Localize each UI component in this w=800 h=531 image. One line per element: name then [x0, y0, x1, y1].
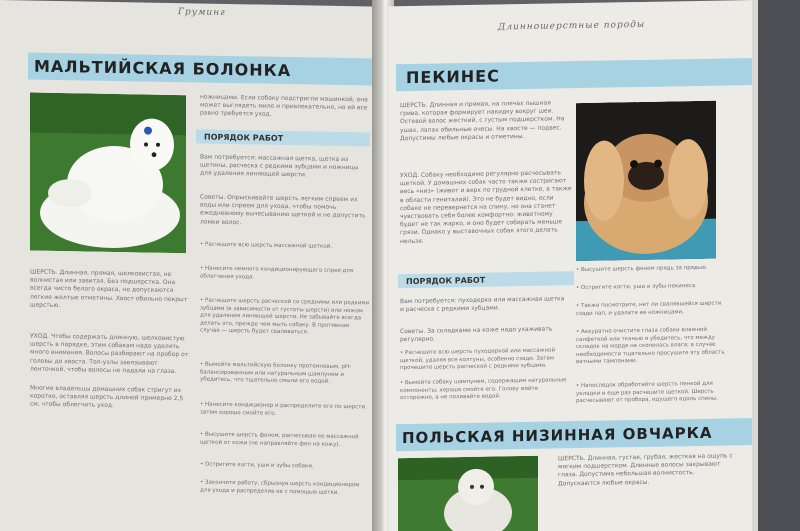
right-page — [388, 0, 754, 531]
pekingese-bullet-2: • Вымойте собаку шампунем, содержащим натуральные компоненты, хорошо смойте его. Голову мойте осторожно, а не поливайте водой. — [400, 377, 567, 402]
pekingese-right-bullet-1: • Высушите шерсть феном прядь за прядью. — [576, 264, 708, 274]
left-page — [0, 0, 378, 531]
pekingese-title: ПЕКИНЕС — [406, 66, 500, 88]
polish-lowland-coat-text: ШЕРСТЬ. Длинная, густая, грубая, жесткая на ощупь с мягким подшерстком. Длинные волосы закрывают глаза. Допустима небольшая волнистость. Допускаются любые окрасы. — [558, 452, 733, 488]
maltese-bullet-6: • Высушите шерсть феном, расчесывая ее массажной щеткой от кожи (не направляйте фен на кожу). — [200, 431, 359, 448]
maltese-bullet-4: • Вымойте мальтийскую болонку протеиновым, pH-балансированным или натуральным шампунем и убедитесь, что тщательно смыли его водой. — [200, 361, 352, 385]
pekingese-right-bullet-3: • Также посмотрите, нет ли свалявшейся шерсти сзади лап, и удалите ее ножницами. — [576, 300, 722, 317]
maltese-tips: Советы. Опрыскивайте шерсть легким спреем из воды или спреем для ухода, чтобы помочь ежедневному вычесыванию щеткой и не допустить ломки волос. — [200, 193, 366, 226]
maltese-photo — [30, 93, 186, 254]
title-band-polish-lowland — [396, 418, 754, 451]
pekingese-photo — [576, 101, 716, 261]
title-band-pekingese — [396, 58, 754, 91]
polish-lowland-photo — [398, 456, 538, 531]
pekingese-right-bullet-2: • Остригите когти, уши и зубы пекинеса. — [576, 282, 697, 292]
maltese-bullet-2: • Нанесите немного кондиционирующего спрея для облегчения ухода. — [200, 265, 354, 280]
pekingese-needs: Вам потребуется: пуходерка или массажная щетка и расческа с редкими зубцами. — [400, 295, 565, 314]
maltese-care-text: УХОД. Чтобы содержать длинную, шелковистую шерсть в порядке, этим собакам надо уделять много внимания. Волосы разбирают на пробор от головы до хвоста. Топ-узлы завязывают ленточкой, чтобы волосы не падали на глаза. — [30, 332, 189, 375]
pekingese-bullet-1: • Расчешите всю шерсть пуходеркой или массажной щеткой, удаляя все колтуны, особенно сзади. Затем прочешите шерсть расческой с редкими зубцами. — [400, 347, 556, 372]
maltese-bullet-5: • Нанесите кондиционер и распределите его по шерсти, затем хорошо смойте его. — [200, 401, 367, 417]
maltese-procedure-header: ПОРЯДОК РАБОТ — [196, 129, 370, 146]
polish-lowland-title: ПОЛЬСКАЯ НИЗИННАЯ ОВЧАРКА — [402, 423, 713, 447]
maltese-coat-text: ШЕРСТЬ. Длинная, прямая, шелковистая, не волнистая или завитая. Без подшерстка. Она всегда чисто белого окраса, но допускаются легкие желтые отметины. Хвост обильно покрыт шерстью. — [30, 268, 188, 309]
maltese-bullet-8: • Закончите работу, сбрызнув шерсть кондиционером для ухода и распределив ее с помощью щетки. — [200, 479, 360, 496]
title-band-maltese — [28, 52, 374, 85]
pekingese-tips: Советы. За складками на коже надо ухаживать регулярно. — [400, 325, 553, 344]
maltese-bullet-1: • Расчешите всю шерсть массажной щеткой. — [200, 241, 333, 250]
pekingese-procedure-header: ПОРЯДОК РАБОТ — [398, 271, 574, 288]
pekingese-right-bullet-5: • Напоследок обработайте шерсть пенкой для укладки и еще раз расчешите щеткой. Шерсть расчесывают от пробора, идущего вдоль спины. — [576, 380, 718, 405]
maltese-col2-intro: ножницами. Если собаку подстригли машинкой, она может выглядеть мило и привлекательно, но ей все равно требуется уход. — [200, 93, 368, 119]
maltese-bullet-7: • Остригите когти, уши и зубы собаки. — [200, 461, 314, 470]
maltese-title: МАЛЬТИЙСКАЯ БОЛОНКА — [34, 56, 292, 81]
pekingese-right-bullet-4: • Аккуратно очистите глаза собаки влажной салфеткой или тканью и убедитесь, что между складок на морде не скопилась влага; в случае необходимости тщательно просушите эту область ватными тампонами. — [576, 326, 725, 366]
pekingese-coat-text: ШЕРСТЬ. Длинная и прямая, на плечах пышная грива, которая формирует накидку вокруг шеи. Остевой волос жесткий, с густым подшерстком. На ушах, лапах обильные очесы. На хвосте — подвес. Допустимы любые окрасы и отметины. — [400, 99, 565, 142]
page-stack-edge — [752, 0, 758, 531]
pekingese-care-text: УХОД. Собаку необходимо регулярно расчесывать щеткой. У домашних собак часто также состригают весь «низ» (живот и верх по грудной клетке, а также в области гениталий). Это не будет видно, если собаке не перевернется на спину, но она станет чувствовать себя более комфортно: животному будет не так жарко, и оно будет собирать меньше грязи. Однако у выставочных собак этого делать нельзя. — [400, 169, 572, 245]
running-head-right: Длинношерстные породы — [498, 19, 646, 33]
maltese-needs: Вам потребуется: массажная щетка, щетка из щетины, расческа с редкими зубцами и ножницы для удаления линяющей шерсти. — [200, 153, 359, 179]
maltese-bullet-3: • Расчешите шерсть расческой со средними или редкими зубцами (в зависимости от густоты шерсти) или ножом для удаления линяющей шерсти. Не забывайте всегда делать это, прежде чем мыть собаку. В противном случае — шерсть будет сваливаться. — [200, 297, 370, 336]
running-head-left: Груминг — [178, 7, 226, 18]
maltese-trim-text: Многие владельцы домашних собак стригут их коротко, оставляя шерсть длиной примерно 2,5 см, чтобы облегчить уход. — [30, 384, 184, 410]
page-edge-shadow — [752, 0, 800, 531]
